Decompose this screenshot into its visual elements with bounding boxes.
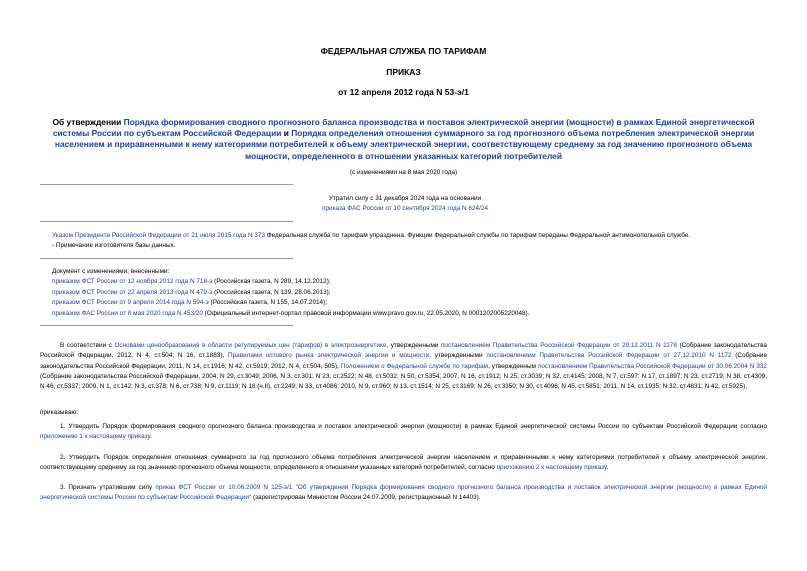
changes-list [52, 267, 767, 319]
preamble-link[interactable]: Основами ценообразования в области регулируемых цен (тарифов) в электроэнергетике [114, 342, 387, 349]
list-item: приказом ФСТ России от 12 ноября 2012 года N 718-э (Российская газета, N 289, 14.12.2012); [52, 278, 331, 286]
changes-heading: Документ с изменениями, внесенными: [52, 268, 170, 275]
repealed-line: Утратил силу с 31 декабря 2024 года на основании [328, 195, 482, 202]
repealed-link[interactable]: приказа ФАС России от 10 сентября 2024 года N 624/24 [322, 205, 488, 212]
change-link[interactable]: приказом ФСТ России от 22 апреля 2013 года N 479-э [52, 288, 213, 296]
change-link[interactable]: приказом ФСТ России от 9 апреля 2014 года N 594-э [52, 299, 209, 307]
preamble: В соответствии с Основами ценообразования в области регулируемых цен (тарифов) в электроэнергетике, утвержденными постановлением Правительства Российской Федерации от 29.12.2011 N 1178 (Собрание законодательства Российской Федерации, 2012, N 4, ст.504; N 16, ст.1883), Правилами оптового рынка электрической энергии и мощности, утвержденными постановлением Правительства Российской Федерации от 27.12.2010 N 1172 (Собрание законодательства Российской Федерации, 2011, N 14, ст.1916; N 42, ст.5919; 2012, N 4, ст.504, 505), Положением о Федеральной службе по тарифам, утвержденным постановлением Правительства Российской Федерации от 30.06.2004 N 332 (Собрание законодательства Российской Федерации, 2004, N 29, ст.3049; 2006, N 3, ст.301; N 23, ст.2522; N 48, ст.5032; N 50, ст.5354; 2007, N 16, ст.1912; N 25, ст.3039; N 32, ст.4145; 2008, N 7, ст.597; N 17, ст.1897; N 23, ст.2719; N 38, ст.4309; N 46, ст.5337; 2009, N 1, ст.142; N 3, ст.378; N 6, ст.738; N 9, ст.1119; N 18 (ч.II), ст.2249; N 33, ст.4086; 2010, N 9, ст.960; N 13, ст.1514; N 25, ст.3169; N 26, ст.3350; N 30, ст.4096; N 45, ст.5851; 2011, N 14, ст.1935; N 32, ст.4831; N 42, ст.5925), [40, 342, 768, 391]
divider [40, 325, 293, 326]
doc-date-number: от 12 апреля 2012 года N 53-э/1 [338, 87, 469, 97]
order-item-3: 3. Признать утратившим силу приказ ФСТ России от 10.06.2009 N 125-э/1 "Об утверждении Порядка формирования сводного прогнозного баланса производства и поставок электрической энергии (мощности) в рамках Единой энергетической системы России по субъектам Российской Федерации" (зарегистрирован Минюстом России 24.07.2009, регистрационный N 14403). [40, 484, 767, 502]
appendix-1-link[interactable]: приложению 1 к настоящему приказу [40, 433, 151, 441]
change-link[interactable]: приказом ФСТ России от 12 ноября 2012 года N 718-э [52, 278, 213, 286]
editor-note-link[interactable]: Указом Президента Российской Федерации от 21 июля 2015 года N 373 [52, 232, 265, 239]
divider [40, 258, 293, 259]
change-link[interactable]: приказом ФАС России от 8 мая 2020 года N 453/20 [52, 309, 203, 317]
preamble-link[interactable]: постановлением Правительства Российской Федерации от 29.12.2011 N 1178 [440, 342, 677, 349]
appendix-2-link[interactable]: приложению 2 к настоящему приказу [496, 464, 607, 472]
title-link-order-2[interactable]: Порядка определения отношения суммарного за год прогнозного объема потребления электрической энергии населением и приравненными к нему категориями потребителей к объему электрической энергии, соответствующему среднему за год значению прогнозного объема мощности, определенного в отношении указанных категорий потребителей [54, 128, 755, 161]
order-item-2: 2. Утвердить Порядок определения отношения суммарного за год прогнозного объема потребления электрической энергии населением и приравненными к нему категориями потребителей к объему электрической энергии, соответствующему среднему за год значению прогнозного объема мощности, определенного в отношении указанных категорий потребителей, согласно приложению 2 к настоящему приказу. [40, 454, 767, 472]
list-item: приказом ФСТ России от 22 апреля 2013 года N 479-э (Российская газета, N 139, 28.06.2013); [52, 288, 331, 296]
divider [40, 221, 293, 222]
preamble-link[interactable]: постановлением Правительства Российской Федерации от 30.06.2004 N 332 [537, 362, 767, 370]
document-title [40, 117, 767, 162]
list-item: приказом ФСТ России от 9 апреля 2014 года N 594-э (Российская газета, N 155, 14.07.2014); [52, 299, 328, 307]
list-item: приказом ФАС России от 8 мая 2020 года N 453/20 (Официальный интернет-портал правовой информации www.pravo.gov.ru, 22.05.2020, N 0001202005220048). [52, 309, 530, 317]
divider [40, 184, 293, 185]
editor-note-text: Федеральная служба по тарифам упразднена. Функции Федеральной службы по тарифам переданы Федеральной антимонопольной службе. [265, 232, 691, 239]
title-prefix: Об утверждении [52, 117, 124, 127]
preamble-link[interactable]: постановлением Правительства Российской Федерации от 27.12.2010 N 1172 [486, 352, 732, 360]
title-link-order-1[interactable]: Порядка формирования сводного прогнозного баланса производства и поставок электрической энергии (мощности) в рамках Единой энергетической системы России по субъектам Российской Федерации [52, 117, 755, 139]
org-name: ФЕДЕРАЛЬНАЯ СЛУЖБА ПО ТАРИФАМ [320, 46, 487, 56]
preamble-link[interactable]: Правилами оптового рынка электрической энергии и мощности [228, 352, 430, 360]
editor-note-suffix: - Примечание изготовителя базы данных. [52, 242, 176, 250]
editor-note [52, 231, 767, 252]
order-item-1: 1. Утвердить Порядок формирования сводного прогнозного баланса производства и поставок электрической энергии (мощности) в рамках Единой энергетической системы России по субъектам Российской Федерации согласно приложению 1 к настоящему приказу. [40, 423, 767, 441]
doc-type: ПРИКАЗ [386, 67, 421, 77]
preamble-link[interactable]: Положением о Федеральной службе по тарифам [340, 362, 489, 370]
order-word: приказываю: [40, 409, 78, 416]
repealed-note [300, 194, 510, 214]
title-mid: и [281, 128, 292, 139]
repealed-order-link[interactable]: приказ ФСТ России от 10.06.2009 N 125-э/1 "Об утверждении Порядка формирования сводного прогнозного баланса производства и поставок электрической энергии (мощности) в рамках Единой энергетической системы России по субъектам Российской Федерации" [40, 484, 767, 502]
edits-note: (с изменениями на 8 мая 2020 года) [349, 169, 458, 176]
